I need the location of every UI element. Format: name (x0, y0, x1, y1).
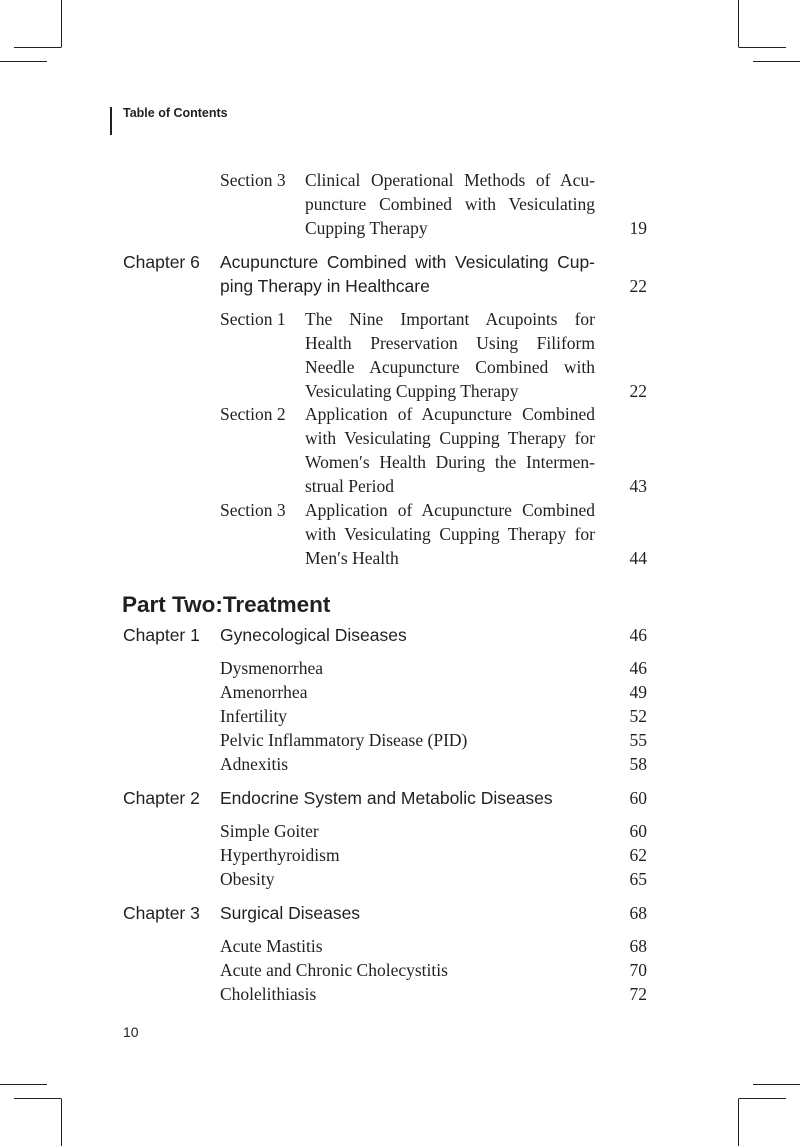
topic-title: Acute and Chronic Cholecystitis (220, 960, 448, 980)
chapter-label: Chapter 1 (123, 625, 200, 645)
toc-entry-topic (220, 819, 647, 843)
topic-title: Pelvic Inflammatory Disease (PID) (220, 730, 468, 750)
toc-entry-chapter (123, 786, 647, 810)
running-header: Table of Contents (123, 106, 228, 120)
toc-entry-chapter (123, 250, 647, 298)
page-number: 46 (629, 625, 647, 645)
toc-entry-topic (220, 728, 647, 752)
toc-entry-section (220, 168, 647, 240)
toc-entry-topic (220, 867, 647, 891)
entry-title-line: Acupuncture Combined with Vesiculating Cup- (220, 252, 595, 272)
page-number: 49 (629, 682, 647, 702)
topic-title: Obesity (220, 869, 275, 889)
chapter-label: Chapter 6 (123, 252, 200, 272)
topic-title: Cholelithiasis (220, 984, 317, 1004)
chapter-title: Surgical Diseases (220, 903, 361, 923)
toc-entry-topic (220, 958, 647, 982)
section-label: Section 3 (220, 170, 286, 190)
topic-title: Simple Goiter (220, 821, 319, 841)
chapter-title: Endocrine System and Metabolic Diseases (220, 788, 553, 808)
chapter-title: Gynecological Diseases (220, 625, 407, 645)
topic-title: Acute Mastitis (220, 936, 323, 956)
entry-title-line: Application of Acupuncture Combined (305, 500, 595, 520)
chapter-label: Chapter 2 (123, 788, 200, 808)
toc-entry-topic (220, 934, 647, 958)
page-number: 60 (629, 821, 647, 841)
page-number: 22 (629, 276, 647, 296)
toc-entry-topic (220, 656, 647, 680)
toc-entry-section (220, 402, 647, 498)
entry-title-line: Women′s Health During the Intermen- (305, 452, 595, 472)
page-number: 43 (629, 476, 647, 496)
entry-title-line: strual Period (305, 476, 394, 496)
page-number: 72 (629, 984, 647, 1004)
page-number: 19 (629, 218, 647, 238)
entry-title-line: Application of Acupuncture Combined (305, 404, 595, 424)
toc-entry-chapter (123, 623, 647, 647)
toc-entry-topic (220, 982, 647, 1006)
part-title: Part Two:Treatment (122, 592, 331, 617)
entry-title-line: ping Therapy in Healthcare (220, 276, 430, 296)
page-number: 60 (629, 788, 647, 808)
page-number: 58 (629, 754, 647, 774)
page-number: 55 (629, 730, 647, 750)
topic-title: Amenorrhea (220, 682, 308, 702)
topic-title: Infertility (220, 706, 288, 726)
entry-title-line: Needle Acupuncture Combined with (305, 357, 595, 377)
toc-entry-topic (220, 680, 647, 704)
entry-title-line: Cupping Therapy (305, 218, 428, 238)
section-label: Section 2 (220, 404, 286, 424)
entry-title-line: Men′s Health (305, 548, 399, 568)
page-number: 68 (629, 903, 647, 923)
entry-title-line: with Vesiculating Cupping Therapy for (305, 428, 595, 448)
topic-title: Dysmenorrhea (220, 658, 324, 678)
page-number: 70 (629, 960, 647, 980)
topic-title: Hyperthyroidism (220, 845, 340, 865)
entry-title-line: with Vesiculating Cupping Therapy for (305, 524, 595, 544)
topic-title: Adnexitis (220, 754, 289, 774)
header-rule (110, 107, 112, 135)
page-number: 22 (629, 381, 647, 401)
section-label: Section 1 (220, 309, 286, 329)
toc-entry-topic (220, 704, 647, 728)
section-label: Section 3 (220, 500, 286, 520)
folio-page-number: 10 (123, 1024, 139, 1040)
toc-entry-chapter (123, 901, 647, 925)
page-number: 65 (629, 869, 647, 889)
chapter-label: Chapter 3 (123, 903, 200, 923)
toc-entry-topic (220, 752, 647, 776)
entry-title-line: The Nine Important Acupoints for (305, 309, 595, 329)
entry-title-line: puncture Combined with Vesiculating (305, 194, 595, 214)
entry-title-line: Vesiculating Cupping Therapy (305, 381, 519, 401)
page-number: 52 (629, 706, 647, 726)
entry-title-line: Health Preservation Using Filiform (305, 333, 595, 353)
page-number: 62 (629, 845, 647, 865)
toc-entry-topic (220, 843, 647, 867)
page-number: 68 (629, 936, 647, 956)
toc-entry-section (220, 307, 647, 403)
entry-title-line: Clinical Operational Methods of Acu- (305, 170, 595, 190)
page-number: 44 (629, 548, 647, 568)
toc-entry-section (220, 498, 647, 570)
page-number: 46 (629, 658, 647, 678)
